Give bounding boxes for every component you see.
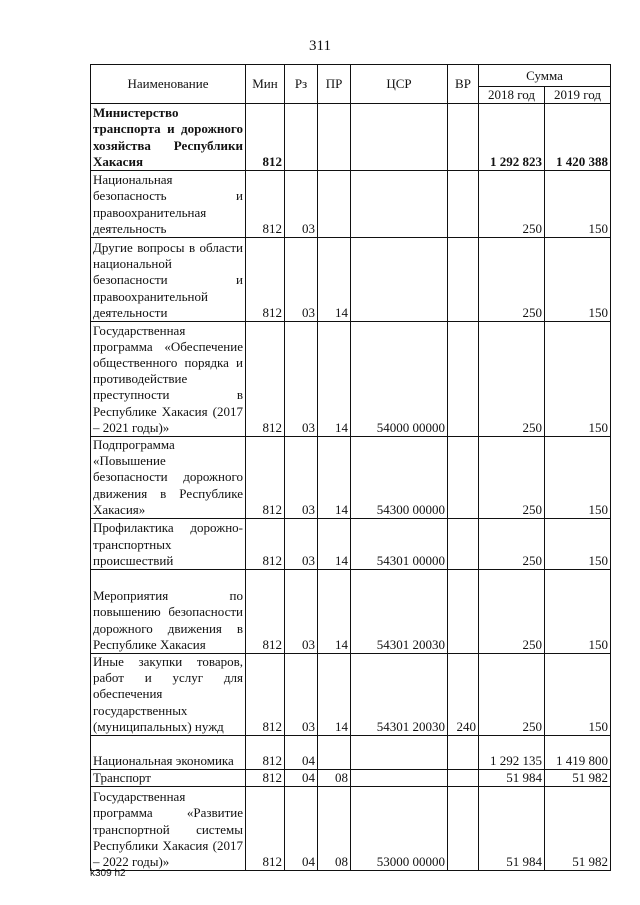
table-header-row bbox=[91, 65, 611, 87]
cell-2019: 150 bbox=[545, 519, 611, 570]
table-row bbox=[91, 238, 611, 322]
table-row bbox=[91, 104, 611, 171]
header-sum: Сумма bbox=[479, 65, 611, 87]
cell-2019: 150 bbox=[545, 654, 611, 736]
header-pr: ПР bbox=[318, 65, 351, 104]
cell-2018: 250 bbox=[479, 654, 545, 736]
cell-2018: 250 bbox=[479, 519, 545, 570]
header-name: Наименование bbox=[91, 65, 246, 104]
table-row bbox=[91, 437, 611, 519]
page-number: 311 bbox=[309, 38, 331, 54]
cell-2019: 150 bbox=[545, 322, 611, 437]
cell-csr: 54301 00000 bbox=[351, 519, 448, 570]
cell-vr bbox=[448, 570, 479, 654]
cell-csr bbox=[351, 171, 448, 238]
table-row bbox=[91, 654, 611, 736]
table-row bbox=[91, 787, 611, 871]
cell-rz: 04 bbox=[285, 770, 318, 787]
cell-min: 812 bbox=[246, 654, 285, 736]
cell-rz bbox=[285, 104, 318, 171]
cell-min: 812 bbox=[246, 171, 285, 238]
cell-pr: 14 bbox=[318, 519, 351, 570]
cell-2019: 51 982 bbox=[545, 770, 611, 787]
cell-vr bbox=[448, 787, 479, 871]
cell-csr bbox=[351, 238, 448, 322]
cell-2018: 250 bbox=[479, 238, 545, 322]
budget-table bbox=[90, 64, 611, 871]
cell-pr: 14 bbox=[318, 322, 351, 437]
cell-2018: 250 bbox=[479, 437, 545, 519]
cell-2019: 150 bbox=[545, 238, 611, 322]
cell-name: Национальная экономика bbox=[91, 736, 246, 770]
table-row bbox=[91, 736, 611, 770]
header-csr: ЦСР bbox=[351, 65, 448, 104]
cell-vr bbox=[448, 736, 479, 770]
cell-pr: 08 bbox=[318, 770, 351, 787]
cell-name: Государственная программа «Развитие транспортной системы Республики Хакасия (2017 – 2022 годы)» bbox=[91, 787, 246, 871]
cell-rz: 03 bbox=[285, 322, 318, 437]
cell-name: Иные закупки товаров, работ и услуг для обеспечения государственных (муниципальных) нужд bbox=[91, 654, 246, 736]
header-year-2019: 2019 год bbox=[545, 87, 611, 104]
cell-2018: 250 bbox=[479, 171, 545, 238]
cell-2019: 150 bbox=[545, 437, 611, 519]
cell-2019: 1 420 388 bbox=[545, 104, 611, 171]
cell-name: Подпрограмма «Повышение безопасности дорожного движения в Республике Хакасия» bbox=[91, 437, 246, 519]
cell-rz: 03 bbox=[285, 437, 318, 519]
cell-name: Профилактика дорожно-транспортных происшествий bbox=[91, 519, 246, 570]
cell-2018: 51 984 bbox=[479, 787, 545, 871]
cell-min: 812 bbox=[246, 570, 285, 654]
cell-csr bbox=[351, 104, 448, 171]
cell-min: 812 bbox=[246, 238, 285, 322]
cell-min: 812 bbox=[246, 519, 285, 570]
cell-min: 812 bbox=[246, 322, 285, 437]
cell-pr bbox=[318, 736, 351, 770]
cell-pr: 14 bbox=[318, 238, 351, 322]
cell-csr: 54301 20030 bbox=[351, 654, 448, 736]
table-row bbox=[91, 770, 611, 787]
cell-vr bbox=[448, 770, 479, 787]
cell-vr bbox=[448, 519, 479, 570]
cell-pr: 14 bbox=[318, 654, 351, 736]
cell-name: Государственная программа «Обеспечение общественного порядка и противодействие преступности в Республике Хакасия (2017 – 2021 годы)» bbox=[91, 322, 246, 437]
header-min: Мин bbox=[246, 65, 285, 104]
cell-rz: 03 bbox=[285, 570, 318, 654]
footer-code: k309 h2 bbox=[90, 868, 126, 879]
cell-rz: 04 bbox=[285, 736, 318, 770]
cell-vr bbox=[448, 437, 479, 519]
cell-rz: 04 bbox=[285, 787, 318, 871]
cell-2019: 51 982 bbox=[545, 787, 611, 871]
cell-vr bbox=[448, 171, 479, 238]
cell-rz: 03 bbox=[285, 171, 318, 238]
cell-min: 812 bbox=[246, 736, 285, 770]
cell-name: Транспорт bbox=[91, 770, 246, 787]
cell-csr bbox=[351, 736, 448, 770]
cell-2019: 150 bbox=[545, 570, 611, 654]
cell-2018: 1 292 135 bbox=[479, 736, 545, 770]
cell-pr: 14 bbox=[318, 570, 351, 654]
cell-name: Министерство транспорта и дорожного хозяйства Республики Хакасия bbox=[91, 104, 246, 171]
cell-csr: 54300 00000 bbox=[351, 437, 448, 519]
cell-min: 812 bbox=[246, 787, 285, 871]
cell-vr bbox=[448, 104, 479, 171]
cell-2019: 150 bbox=[545, 171, 611, 238]
cell-vr bbox=[448, 322, 479, 437]
cell-csr: 54301 20030 bbox=[351, 570, 448, 654]
cell-name: Национальная безопасность и правоохранительная деятельность bbox=[91, 171, 246, 238]
cell-2018: 250 bbox=[479, 322, 545, 437]
table-row bbox=[91, 570, 611, 654]
cell-2018: 51 984 bbox=[479, 770, 545, 787]
table-row bbox=[91, 322, 611, 437]
cell-rz: 03 bbox=[285, 654, 318, 736]
header-rz: Рз bbox=[285, 65, 318, 104]
header-year-2018: 2018 год bbox=[479, 87, 545, 104]
cell-pr: 14 bbox=[318, 437, 351, 519]
cell-rz: 03 bbox=[285, 238, 318, 322]
cell-pr: 08 bbox=[318, 787, 351, 871]
cell-min: 812 bbox=[246, 770, 285, 787]
cell-name: Мероприятия по повышению безопасности дорожного движения в Республике Хакасия bbox=[91, 570, 246, 654]
cell-pr bbox=[318, 104, 351, 171]
cell-2018: 250 bbox=[479, 570, 545, 654]
cell-min: 812 bbox=[246, 437, 285, 519]
header-vr: ВР bbox=[448, 65, 479, 104]
cell-vr: 240 bbox=[448, 654, 479, 736]
cell-name: Другие вопросы в области национальной безопасности и правоохранительной деятельности bbox=[91, 238, 246, 322]
table-row bbox=[91, 171, 611, 238]
cell-vr bbox=[448, 238, 479, 322]
cell-rz: 03 bbox=[285, 519, 318, 570]
cell-2019: 1 419 800 bbox=[545, 736, 611, 770]
table-row bbox=[91, 519, 611, 570]
cell-2018: 1 292 823 bbox=[479, 104, 545, 171]
cell-min: 812 bbox=[246, 104, 285, 171]
cell-csr: 54000 00000 bbox=[351, 322, 448, 437]
cell-csr: 53000 00000 bbox=[351, 787, 448, 871]
cell-pr bbox=[318, 171, 351, 238]
cell-csr bbox=[351, 770, 448, 787]
